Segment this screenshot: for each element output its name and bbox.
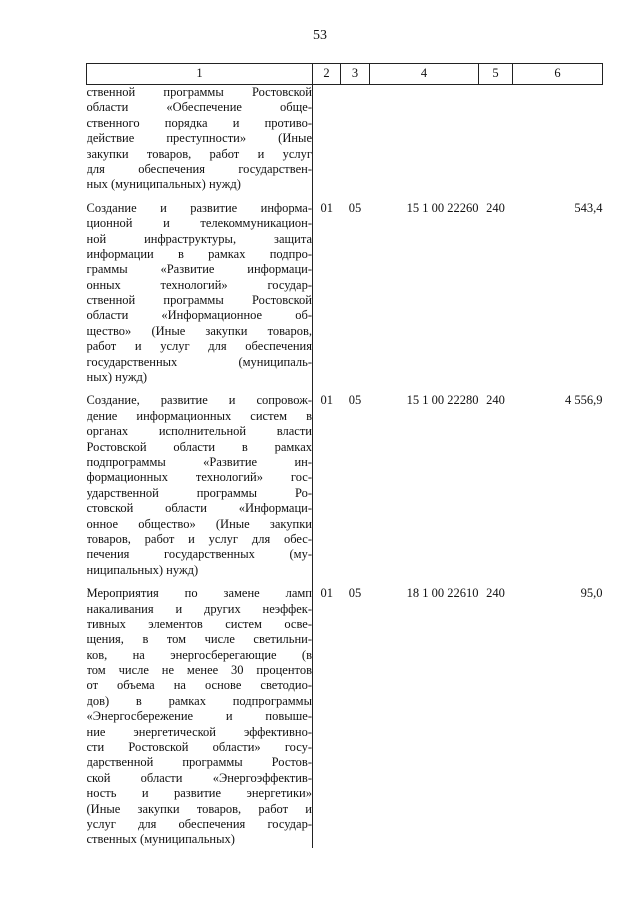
cell-rz: 01 bbox=[320, 586, 333, 601]
description-line: «Энергосбережение и повыше- bbox=[86, 709, 312, 724]
description-line: дов) в рамках подпрограммы bbox=[86, 693, 312, 708]
cell-csr: 15 1 00 22280 bbox=[406, 393, 479, 408]
cell-vr: 240 bbox=[486, 586, 505, 601]
cell-pr: 05 bbox=[348, 200, 362, 215]
header-col-5: 5 bbox=[479, 64, 513, 85]
description-line: накаливания и других неэффек- bbox=[86, 601, 312, 616]
description-line: Ростовской области в рамках bbox=[86, 439, 312, 454]
page-number: 53 bbox=[313, 28, 327, 43]
description-line: действие преступности» (Иные bbox=[86, 131, 312, 146]
description-line: государственных (муниципаль- bbox=[86, 354, 312, 369]
description-line: для обеспечения государствен- bbox=[86, 161, 312, 176]
description-line: онных технологий» государ- bbox=[86, 277, 312, 292]
description-line: щения, в том числе светильни- bbox=[86, 632, 312, 647]
description-line: сти Ростовской области» госу- bbox=[86, 740, 312, 755]
header-col-3: 3 bbox=[341, 64, 370, 85]
description-line: ционной и телекоммуникацион- bbox=[86, 216, 312, 231]
description-line: информации в рамках подпро- bbox=[86, 246, 312, 261]
header-col-2: 2 bbox=[313, 64, 341, 85]
description-line: Создание, развитие и сопровож- bbox=[86, 393, 312, 408]
cell-vr: 240 bbox=[486, 200, 505, 215]
header-col-4: 4 bbox=[370, 64, 479, 85]
description-line: ков, на энергосберегающие (в bbox=[86, 647, 312, 662]
cell-sum: 543,4 bbox=[574, 200, 603, 215]
description-line: товаров, работ и услуг для обес- bbox=[86, 531, 312, 546]
description-line: Мероприятия по замене ламп bbox=[86, 586, 312, 601]
cell-sum bbox=[513, 85, 603, 193]
table-body bbox=[87, 85, 603, 848]
description-line: от объема на основе светодио- bbox=[86, 678, 312, 693]
row-description bbox=[87, 385, 313, 578]
description-line: ниципальных) нужд) bbox=[86, 562, 199, 577]
description-line: органах исполнительной власти bbox=[86, 424, 312, 439]
description-line: ственной программы Ростовской bbox=[86, 293, 312, 308]
description-line: щество» (Иные закупки товаров, bbox=[86, 323, 312, 338]
cell-csr: 18 1 00 22610 bbox=[406, 586, 479, 601]
description-line: области «Обеспечение обще- bbox=[86, 100, 312, 115]
table-row bbox=[87, 385, 603, 578]
description-line: онное общество» (Иные закупки bbox=[86, 516, 312, 531]
description-line: ных) нужд) bbox=[86, 370, 148, 385]
budget-table bbox=[86, 63, 603, 848]
description-line: граммы «Развитие информаци- bbox=[86, 262, 312, 277]
description-line: области «Информационное об- bbox=[86, 308, 312, 323]
table-row-continuation bbox=[87, 85, 603, 193]
description-line: ность и развитие энергетики» bbox=[86, 786, 312, 801]
table-row bbox=[87, 193, 603, 386]
cell-vr bbox=[479, 85, 513, 193]
description-line: ных (муниципальных) нужд) bbox=[86, 177, 241, 192]
description-line: ской области «Энергоэффектив- bbox=[86, 770, 312, 785]
cell-rz bbox=[313, 85, 341, 193]
description-line: ственного порядка и противо- bbox=[86, 115, 312, 130]
description-line: дение информационных систем в bbox=[86, 408, 312, 423]
description-line: закупки товаров, работ и услуг bbox=[86, 146, 312, 161]
description-line: дарственной программы Ростов- bbox=[86, 755, 312, 770]
cell-pr: 05 bbox=[348, 586, 362, 601]
description-line: печения государственных (му- bbox=[86, 547, 312, 562]
cell-rz: 01 bbox=[320, 200, 333, 215]
description-line: стовской области «Информаци- bbox=[86, 501, 312, 516]
cell-vr: 240 bbox=[486, 393, 505, 408]
description-line: ственных (муниципальных) bbox=[86, 832, 235, 847]
row-description bbox=[87, 85, 313, 193]
header-col-1: 1 bbox=[87, 64, 313, 85]
cell-sum: 95,0 bbox=[580, 586, 603, 601]
table-header-row bbox=[87, 64, 603, 85]
description-line: ние энергетической эффективно- bbox=[86, 724, 312, 739]
row-description bbox=[87, 193, 313, 386]
table-row bbox=[87, 578, 603, 848]
description-line: (Иные закупки товаров, работ и bbox=[86, 801, 312, 816]
cell-sum: 4 556,9 bbox=[565, 393, 603, 408]
description-line: ной инфраструктуры, защита bbox=[86, 231, 312, 246]
cell-pr bbox=[341, 85, 370, 193]
description-line: работ и услуг для обеспечения bbox=[86, 339, 312, 354]
description-line: ственной программы Ростовской bbox=[86, 85, 312, 99]
description-line: тивных элементов систем осве- bbox=[86, 616, 312, 631]
description-line: формационных технологий» гос- bbox=[86, 470, 312, 485]
description-line: том числе не менее 30 процентов bbox=[86, 663, 312, 678]
description-line: ударственной программы Ро- bbox=[86, 485, 312, 500]
cell-rz: 01 bbox=[320, 393, 333, 408]
cell-csr: 15 1 00 22260 bbox=[406, 200, 479, 215]
header-col-6: 6 bbox=[513, 64, 603, 85]
cell-csr bbox=[370, 85, 479, 193]
description-line: услуг для обеспечения государ- bbox=[86, 816, 312, 831]
description-line: подпрограммы «Развитие ин- bbox=[86, 454, 312, 469]
cell-pr: 05 bbox=[348, 393, 362, 408]
description-line: Создание и развитие информа- bbox=[86, 200, 312, 215]
row-description bbox=[87, 578, 313, 848]
